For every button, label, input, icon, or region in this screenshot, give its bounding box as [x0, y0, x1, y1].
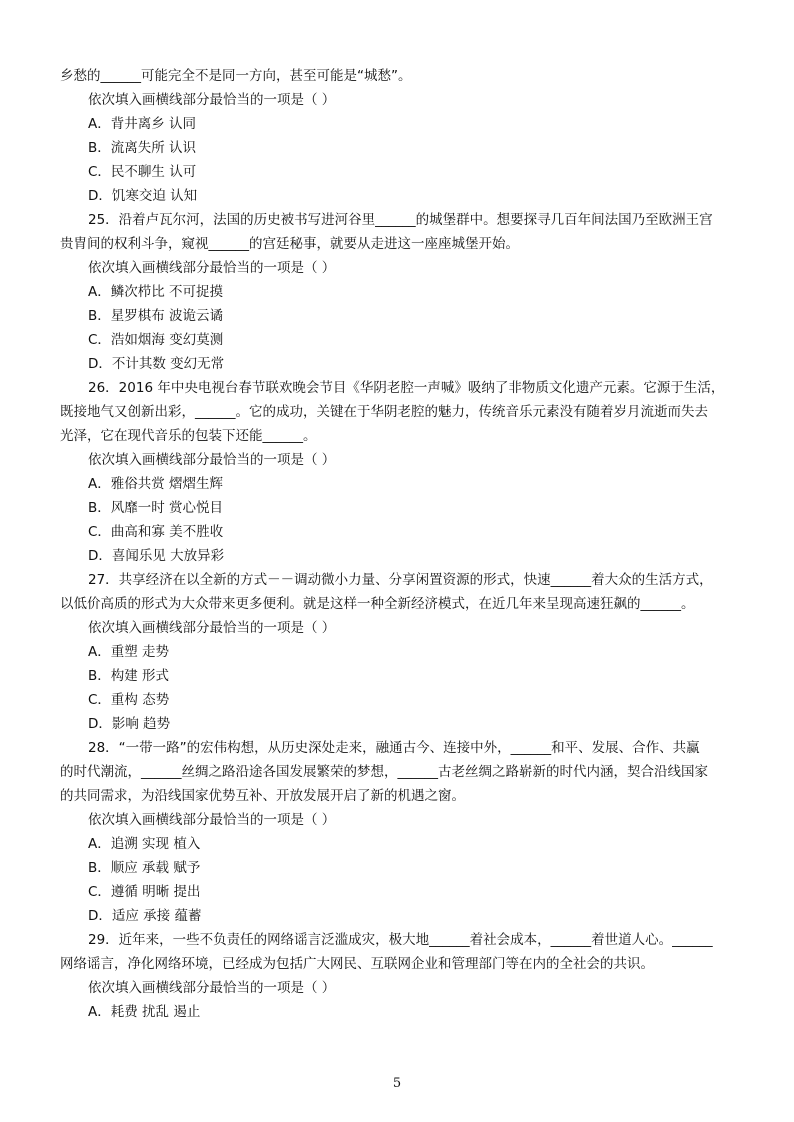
answer-option: A．重塑 走势 — [88, 644, 170, 660]
page-number: 5 — [392, 1076, 402, 1091]
answer-option: A．鳞次栉比 不可捉摸 — [88, 284, 224, 300]
question-text-line: 贵胄间的权利斗争，窥视______的宫廷秘事，就要从走进这一座座城堡开始。 — [60, 236, 519, 252]
answer-option: B．顺应 承载 赋予 — [88, 860, 201, 876]
answer-option: B．星罗棋布 波诡云谲 — [88, 308, 224, 324]
question-text-line: 既接地气又创新出彩，______。它的成功，关键在于华阴老腔的魅力，传统音乐元素没有随着岁月流逝而失去 — [60, 404, 708, 420]
answer-option: C．浩如烟海 变幻莫测 — [88, 332, 224, 348]
answer-option: A．雅俗共赏 熠熠生辉 — [88, 476, 224, 492]
answer-option: B．构建 形式 — [88, 668, 170, 684]
answer-option: A．背井离乡 认同 — [88, 116, 197, 132]
question-text-line: 28．“一带一路”的宏伟构想，从历史深处走来，融通古今、连接中外，______和平、发展、合作、共赢 — [88, 740, 700, 756]
question-prompt: 依次填入画横线部分最恰当的一项是（ ） — [88, 620, 336, 636]
question-text-line: 27．共享经济在以全新的方式－－调动微小力量、分享闲置资源的形式，快速______着大众的生活方式， — [88, 572, 713, 588]
answer-option: B．流离失所 认识 — [88, 140, 197, 156]
question-prompt: 依次填入画横线部分最恰当的一项是（ ） — [88, 812, 336, 828]
answer-option: C．遵循 明晰 提出 — [88, 884, 201, 900]
answer-option: D．影响 趋势 — [88, 716, 171, 732]
answer-option: D．饥寒交迫 认知 — [88, 188, 198, 204]
question-prompt: 依次填入画横线部分最恰当的一项是（ ） — [88, 92, 336, 108]
question-text-line: 的共同需求，为沿线国家优势互补、开放发展开启了新的机遇之窗。 — [60, 788, 465, 804]
question-text-line: 以低价高质的形式为大众带来更多便利。就是这样一种全新经济模式，在近几年来呈现高速狂飙的______。 — [60, 596, 695, 612]
answer-option: A．耗费 扰乱 遏止 — [88, 1004, 201, 1020]
answer-option: D．喜闻乐见 大放异彩 — [88, 548, 225, 564]
question-text-line: 29．近年来，一些不负责任的网络谣言泛滥成灾，极大地______着社会成本，______着世道人心。______ — [88, 932, 713, 948]
question-text-line: 网络谣言，净化网络环境，已经成为包括广大网民、互联网企业和管理部门等在内的全社会的共识。 — [60, 956, 654, 972]
document-body — [60, 64, 740, 1024]
answer-option: C．重构 态势 — [88, 692, 170, 708]
question-text-line: 25．沿着卢瓦尔河，法国的历史被书写进河谷里______的城堡群中。想要探寻几百年间法国乃至欧洲王宫 — [88, 212, 713, 228]
answer-option: D．适应 承接 蕴蓄 — [88, 908, 202, 924]
continuation-text-line: 乡愁的______可能完全不是同一方向，甚至可能是“城愁”。 — [60, 68, 412, 84]
question-text-line: 的时代潮流，______丝绸之路沿途各国发展繁荣的梦想，______古老丝绸之路崭新的时代内涵，契合沿线国家 — [60, 764, 708, 780]
question-text-line: 26．2016 年中央电视台春节联欢晚会节目《华阴老腔一声喊》吸纳了非物质文化遗产元素。它源于生活， — [88, 380, 725, 396]
question-prompt: 依次填入画横线部分最恰当的一项是（ ） — [88, 452, 336, 468]
question-prompt: 依次填入画横线部分最恰当的一项是（ ） — [88, 980, 336, 996]
answer-option: B．风靡一时 赏心悦目 — [88, 500, 224, 516]
answer-option: C．民不聊生 认可 — [88, 164, 197, 180]
answer-option: C．曲高和寡 美不胜收 — [88, 524, 224, 540]
answer-option: D．不计其数 变幻无常 — [88, 356, 225, 372]
answer-option: A．追溯 实现 植入 — [88, 836, 201, 852]
question-prompt: 依次填入画横线部分最恰当的一项是（ ） — [88, 260, 336, 276]
question-text-line: 光泽，它在现代音乐的包装下还能______。 — [60, 428, 317, 444]
